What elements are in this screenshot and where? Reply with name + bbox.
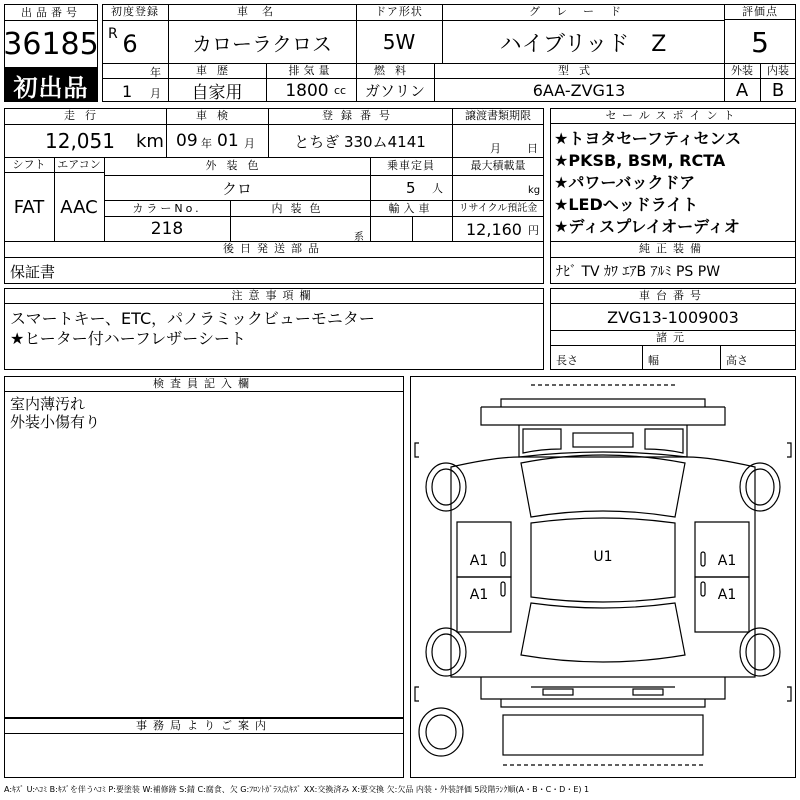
inspector-line-1: 室内薄汚れ: [10, 394, 86, 413]
car-diagram-box: [410, 376, 796, 778]
damage-mark-right-front: A1: [717, 553, 737, 569]
inspector-header: 検査員記入欄: [4, 376, 404, 392]
recycle-amount: 12,160: [466, 219, 522, 239]
damage-mark-left-front: A1: [469, 553, 489, 569]
load-unit: kg: [528, 185, 541, 196]
inspector-line-2: 外装小傷有り: [10, 412, 101, 431]
width-label: 幅: [648, 354, 659, 367]
listing-number: 36185: [3, 26, 99, 62]
car-name: カローラクロス: [192, 31, 332, 56]
car-diagram: [411, 377, 795, 777]
office-header: 事務局よりご案内: [4, 718, 404, 734]
notes-line-2: ★ヒーター付ハーフレザーシート: [10, 328, 246, 348]
door-type: 5W: [382, 30, 416, 54]
interior-header: 内装: [767, 64, 789, 77]
displacement: 1800: [285, 80, 329, 101]
selling-point-item: ★トヨタセーフティセンス: [554, 129, 742, 148]
listing-number-cell: [4, 4, 98, 68]
load-header: 最大積載量: [470, 159, 526, 172]
model: 6AA-ZVG13: [532, 81, 626, 100]
later-parts-header: 後日発送部品: [223, 242, 325, 255]
seats: 5: [406, 179, 416, 197]
year-unit: 年: [150, 66, 161, 79]
interior-grade: B: [771, 80, 785, 101]
car-name-header: 車名: [237, 5, 287, 18]
inspection-header: 車検: [196, 109, 238, 122]
reg-year: 6: [122, 30, 138, 58]
right-rear-door: [695, 577, 749, 632]
chassis-header: 車台番号: [550, 288, 796, 304]
front-bumper: [481, 407, 725, 425]
height-label: 高さ: [726, 354, 748, 367]
rear-bumper: [481, 677, 725, 699]
damage-mark-left-rear: A1: [469, 587, 489, 603]
import-header: 輸入車: [388, 202, 434, 215]
grade: ハイブリッド Z: [499, 31, 667, 57]
mileage-header: 走行: [64, 109, 106, 122]
length-label: 長さ: [556, 354, 578, 367]
transfer-header: 譲渡書類期限: [465, 109, 531, 122]
ac-header: エアコン: [57, 158, 101, 171]
color-no-header: カラーNo.: [132, 202, 202, 215]
interior-color-unit: 系: [354, 232, 364, 243]
later-parts: 保証書: [10, 262, 56, 281]
windshield: [521, 455, 685, 517]
left-rear-door: [457, 577, 511, 632]
selling-point-item: ★ディスプレイオーディオ: [554, 217, 740, 236]
selling-points-header: セールスポイント: [550, 108, 796, 124]
selling-point-item: ★パワーバックドア: [554, 173, 696, 192]
inspection-year-unit: 年: [201, 137, 212, 150]
rear-window: [521, 603, 685, 662]
damage-mark-roof: U1: [593, 549, 613, 565]
score-header: 評価点: [724, 4, 796, 20]
listing-number-header: 出品番号: [5, 5, 97, 21]
grade-header: グレード: [529, 5, 637, 18]
month-unit: 月: [150, 87, 161, 100]
fuel: ガソリン: [364, 82, 425, 100]
inspection-month: 01: [217, 131, 239, 151]
exterior-color: クロ: [221, 179, 252, 198]
dims-header: 諸元: [550, 330, 796, 346]
history-header: 車歴: [196, 64, 238, 77]
seats-header: 乗車定員: [387, 159, 435, 172]
damage-mark-right-rear: A1: [717, 587, 737, 603]
score: 5: [751, 25, 769, 59]
selling-point-item: ★LEDヘッドライト: [554, 195, 699, 214]
chassis-number: ZVG13-1009003: [607, 307, 739, 327]
car-body: [451, 457, 755, 677]
history: 自家用: [191, 83, 243, 103]
notes-header: 注意事項欄: [4, 288, 544, 304]
mileage: 12,051: [45, 129, 115, 153]
first-listing-badge: 初出品: [4, 68, 98, 102]
recycle-unit: 円: [528, 224, 539, 237]
standard-equipment-header: 純正装備: [639, 242, 707, 255]
selling-point-item: ★PKSB, BSM, RCTA: [554, 151, 726, 170]
standard-equipment: ﾅﾋﾞ TV ｶﾜ ｴｱB ｱﾙﾐ PS PW: [556, 264, 721, 280]
era: R: [108, 26, 118, 42]
shift-header: シフト: [12, 158, 46, 171]
model-header: 型式: [558, 64, 600, 77]
displacement-unit: cc: [334, 84, 347, 97]
inspection-year: 09: [176, 131, 198, 151]
transfer-day-unit: 日: [527, 142, 538, 155]
exterior-grade: A: [735, 80, 749, 101]
ac: AAC: [60, 196, 98, 218]
seats-unit: 人: [432, 182, 443, 195]
fuel-header: 燃料: [374, 64, 416, 77]
first-reg-header: 初度登録: [111, 5, 159, 18]
reg-month: 1: [122, 82, 133, 101]
interior-color-header: 内装色: [271, 202, 329, 215]
selling-points-list: [554, 128, 794, 238]
hood: [519, 425, 687, 457]
plate-header: 登録番号: [322, 109, 398, 122]
door-header: ドア形状: [375, 5, 423, 18]
inspection-month-unit: 月: [244, 137, 255, 150]
mileage-unit: km: [136, 130, 164, 152]
notes-line-1: スマートキー、ETC，パノラミックビューモニター: [10, 308, 375, 328]
legend: A:ｷｽﾞ U:ﾍｺﾐ B:ｷｽﾞを伴うﾍｺﾐ P:要塗装 W:補修跡 S:錆 C:腐食、欠 G:ﾌﾛﾝﾄｶﾞﾗｽ点ｷｽﾞ XX:交換済み X:要交換 欠:欠品 内装・外装評価 5段階ﾗﾝｸ順(A・B・C・D・E) 1: [4, 784, 590, 794]
color-no: 218: [150, 219, 184, 239]
transfer-month-unit: 月: [490, 142, 501, 155]
color-header: 外装色: [205, 159, 269, 172]
shift: FAT: [13, 196, 45, 218]
top-section: [4, 4, 796, 102]
plate: とちぎ 330ム4141: [294, 132, 426, 151]
recycle-header: リサイクル預託金: [458, 203, 538, 214]
exterior-header: 外装: [731, 64, 753, 77]
displacement-header: 排気量: [288, 64, 334, 77]
